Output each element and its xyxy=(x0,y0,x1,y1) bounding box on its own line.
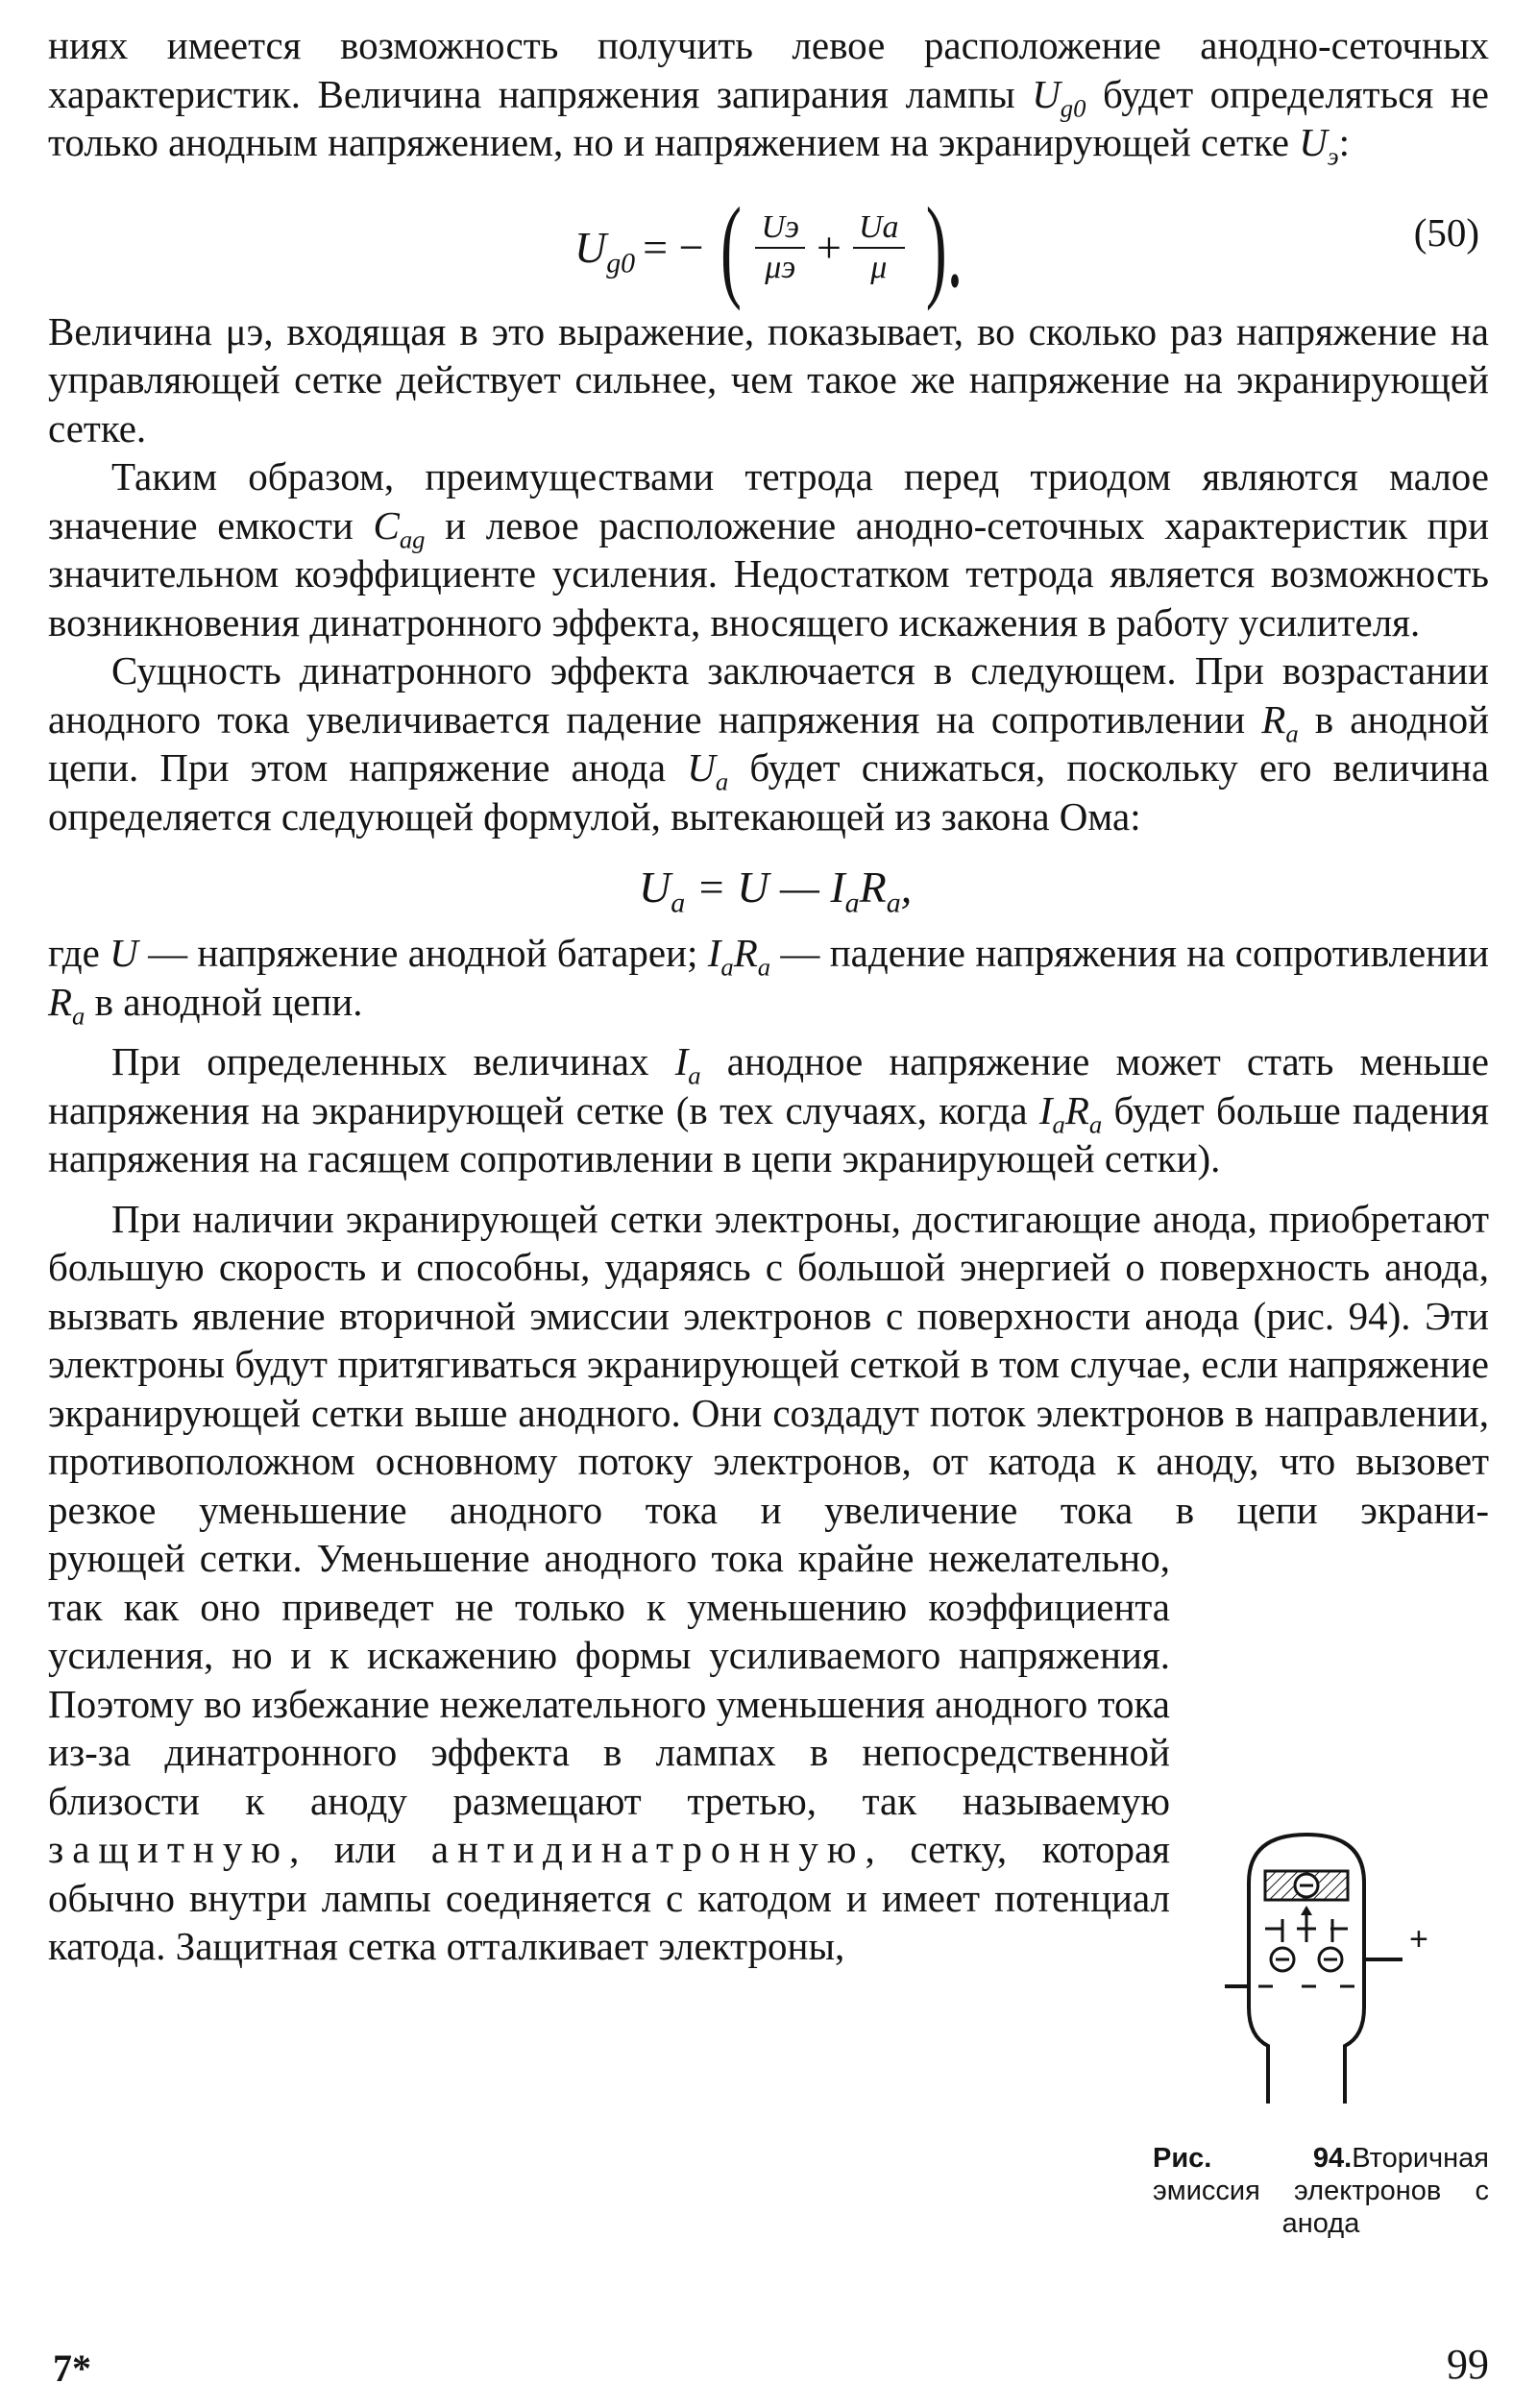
equation-ohm: $U_a = U$ — $I_aR_a$, xyxy=(639,863,913,919)
paragraph-2: Величина μэ, входящая в это выражение, показывает, во сколько раз напряжение на управляющей сетке действует сильнее, чем такое же напряжение на экранирующей сетке. xyxy=(48,308,1489,450)
paragraph-4: Сущность динатронного эффекта заключается в следующем. При возрастании анодного тока увеличивается падение напряжения на сопротивлении $R_a$ в анодной цепи. При этом напряжение анода $U_a$ будет снижаться, поскольку его величина определяется следующей формулой, вытекающей из закона Ома: xyxy=(48,648,1490,839)
plus: + xyxy=(817,223,842,272)
text-run: будет определяться не только анодным напряжением, но и напряжением на экранирующей сетке xyxy=(48,71,1489,164)
paragraph-3: Таким образом, преимуществами тетрода перед триодом являются малое значение емкости $C_{ag}$ и левое расположение анодно-сеточных характеристик при значительном коэффициенте усиления. Недостатком тетрода является возможность возникновения динатронного эффекта, вносящего искажения в работу усилителя. xyxy=(48,454,1490,645)
equation-number: (50) xyxy=(1413,209,1479,255)
figure-caption: Рис. 94.Вторичная эмиссия электронов с анода xyxy=(1153,2143,1489,2239)
term-protective: защитную xyxy=(48,1827,290,1871)
var-ug0: $U_{g0}$ xyxy=(1032,71,1086,122)
plus-sign: + xyxy=(1409,1921,1428,1958)
paragraph-1: ниях имеется возможность получить левое расположение анодно-сеточных характеристик. Величина напряжения запирания лампы $U_{g0}$ будет определяться не только анодным напряжением, но и напряжением на экранирующей сетке $U_э$: xyxy=(48,23,1489,171)
text-run: ниях имеется возможность получить левое расположение анодно-сеточных характеристик. Величина напряжения запирания лампы xyxy=(48,23,1489,116)
page-number: 99 xyxy=(1447,2341,1489,2388)
paren-left: ( xyxy=(720,182,742,311)
paragraph-7: При наличии экранирующей сетки электроны, достигающие анода, приобретают большую скорость и способны, ударяясь с большой энергией о поверхность анода, вызвать явление вторичной эмиссии электронов с поверхности анода (рис. 94). Эти электроны будут притягиваться экранирующей сеткой в том случае, если напряжение экранирующей сетки выше анодного. Они создадут поток электронов в направлении, противоположном основному потоку электронов, от катода к аноду, что вызовет резкое уменьшение анодного тока и увеличение тока в цепи экрани- xyxy=(48,1196,1489,1532)
fraction-1: $\frac{Uэ}{\mu э}$ xyxy=(755,208,805,287)
var-ra: $R_a$ xyxy=(1261,696,1299,747)
var-ua: $U_a$ xyxy=(687,745,729,796)
eq-lhs: $U_{g0}$ xyxy=(574,223,636,280)
text-column xyxy=(48,21,1489,1971)
var-cag: $C_{ag}$ xyxy=(373,502,426,553)
var-ue: $U_э$ xyxy=(1299,120,1339,171)
signature-mark: 7* xyxy=(53,2347,91,2390)
fraction-2: $\frac{Ua}{\mu}$ xyxy=(853,208,905,287)
figure-94 xyxy=(1158,1815,1489,2137)
tetrode-emission-diagram xyxy=(1158,1815,1489,2132)
paragraph-5: где U — напряжение анодной батареи; $I_aR_a$ — падение напряжения на сопротивлении $R_a$ в анодной цепи. xyxy=(48,931,1490,1030)
paragraph-8: рующей сетки. Уменьшение анодного тока крайне нежелательно, так как оно приведет не только к уменьшению коэффициента усиления, но и к искажению формы усиливаемого напряжения. Поэтому во избежание нежелательного уменьшения анодного тока из-за динатронного эффекта в лампах в непосредственной близости к аноду размещают третью, так называемую защитную, или антидинатронную, сетку, которая обычно внутри лампы соединяется с катодом и имеет потенциал катода. Защитная сетка отталкивает электроны, xyxy=(48,1536,1171,1968)
paren-right: ). xyxy=(925,182,963,311)
eq-sign: = − xyxy=(643,223,704,272)
paragraph-6: При определенных величинах $I_a$ анодное напряжение может стать меньше напряжения на экранирующей сетке (в тех случаях, когда $I_aR_a$ будет больше падения напряжения на гасящем сопротивлении в цепи экранирующей сетки). xyxy=(48,1039,1489,1180)
term-antidynatron: антидинатронную xyxy=(430,1827,866,1871)
equation-50 xyxy=(48,173,1489,311)
